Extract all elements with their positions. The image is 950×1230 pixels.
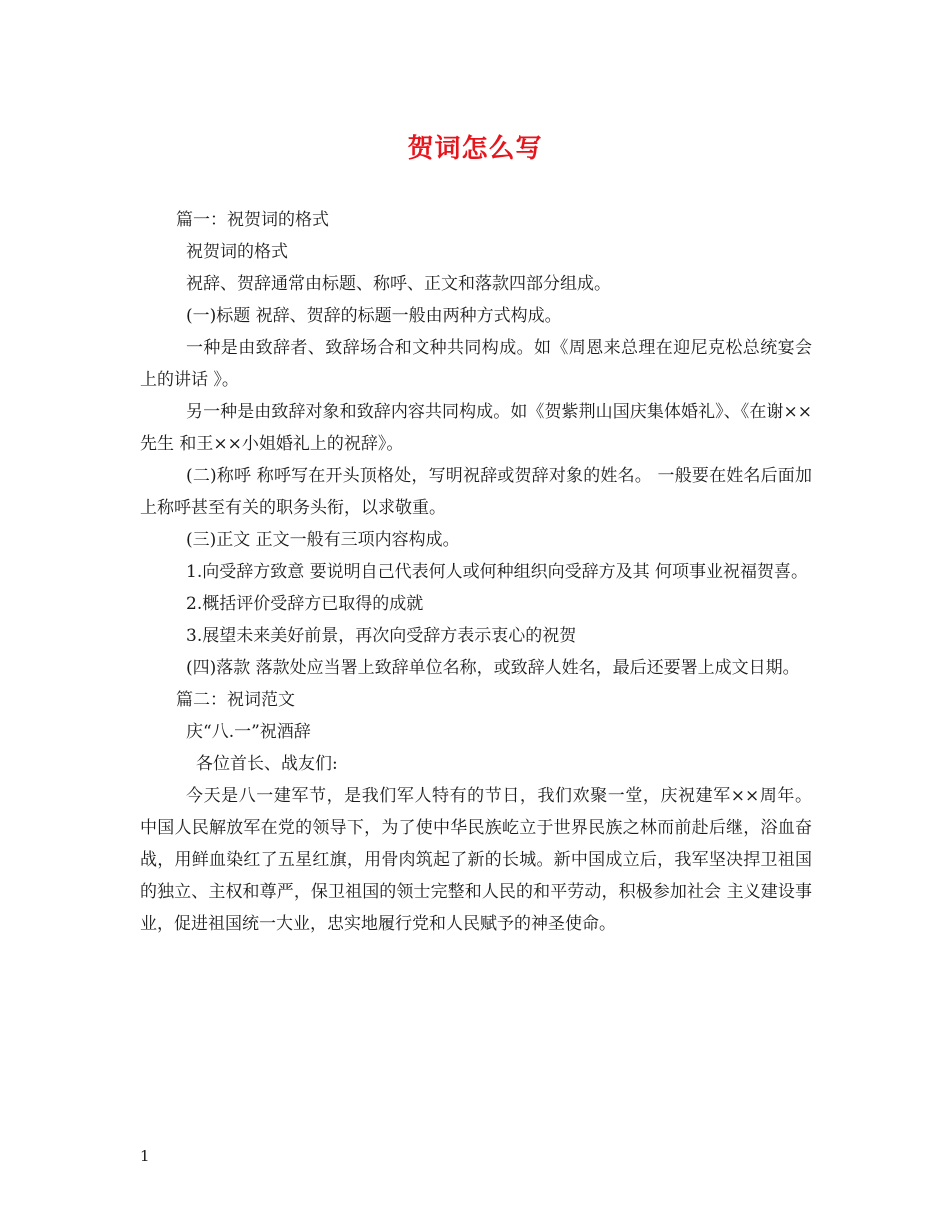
paragraph-composition: 祝辞、贺辞通常由标题、称呼、正文和落款四部分组成。 (186, 274, 611, 294)
paragraph-title-section: (一)标题 祝辞、贺辞的标题一般由两种方式构成。 (186, 306, 562, 326)
paragraph-signature-section: (四)落款 落款处应当署上致辞单位名称，或致辞人姓名，最后还要署上成文日期。 (186, 658, 800, 678)
section-heading-part-one: 篇一：祝贺词的格式 (176, 210, 329, 230)
paragraph-body-item-three: 3.展望未来美好前景，再次向受辞方表示衷心的祝贺 (186, 626, 577, 646)
section-heading-part-two: 篇二：祝词范文 (176, 690, 295, 710)
paragraph-body-item-one: 1.向受辞方致意 要说明自己代表何人或何种组织向受辞方及其 何项事业祝福贺喜。 (186, 562, 809, 582)
paragraph-toast-title: 庆“八.一”祝酒辞 (186, 722, 311, 742)
paragraph-title-type-two: 另一种是由致辞对象和致辞内容共同构成。如《贺紫荆山国庆集体婚礼》、《在谢××先生 和王××小姐婚礼上的祝辞》。 (140, 402, 812, 454)
paragraph-salutation-section: (二)称呼 称呼写在开头顶格处，写明祝辞或贺辞对象的姓名。 一般要在姓名后面加上称呼甚至有关的职务头衔，以求敬重。 (140, 466, 812, 518)
paragraph-body-section: (三)正文 正文一般有三项内容构成。 (186, 530, 460, 550)
page-number: 1 (140, 1147, 150, 1165)
document-title: 贺词怎么写 (407, 134, 543, 164)
paragraph-toast-body: 今天是八一建军节，是我们军人特有的节日，我们欢聚一堂，庆祝建军××周年。 中国人民解放军在党的领导下，为了使中华民族屹立于世界民族之林而前赴后继，浴血奋战，用鲜血染红了五星红旗，用骨肉筑起了新的长城。新中国成立后，我军坚决捍卫祖国的独立、主权和尊严，保卫祖国的领士完整和人民的和平劳动，积极参加社会 主义建设事业，促进祖国统一大业，忠实地履行党和人民赋予的神圣使命。 (140, 786, 812, 934)
document-body (140, 204, 812, 940)
paragraph-greeting: 各位首长、战友们: (196, 754, 338, 774)
paragraph-title-type-one: 一种是由致辞者、致辞场合和文种共同构成。如《周恩来总理在迎尼克松总统宴会上的讲话 》。 (140, 338, 812, 390)
paragraph-body-item-two: 2.概括评价受辞方已取得的成就 (186, 594, 424, 614)
paragraph-format-heading: 祝贺词的格式 (186, 242, 288, 262)
